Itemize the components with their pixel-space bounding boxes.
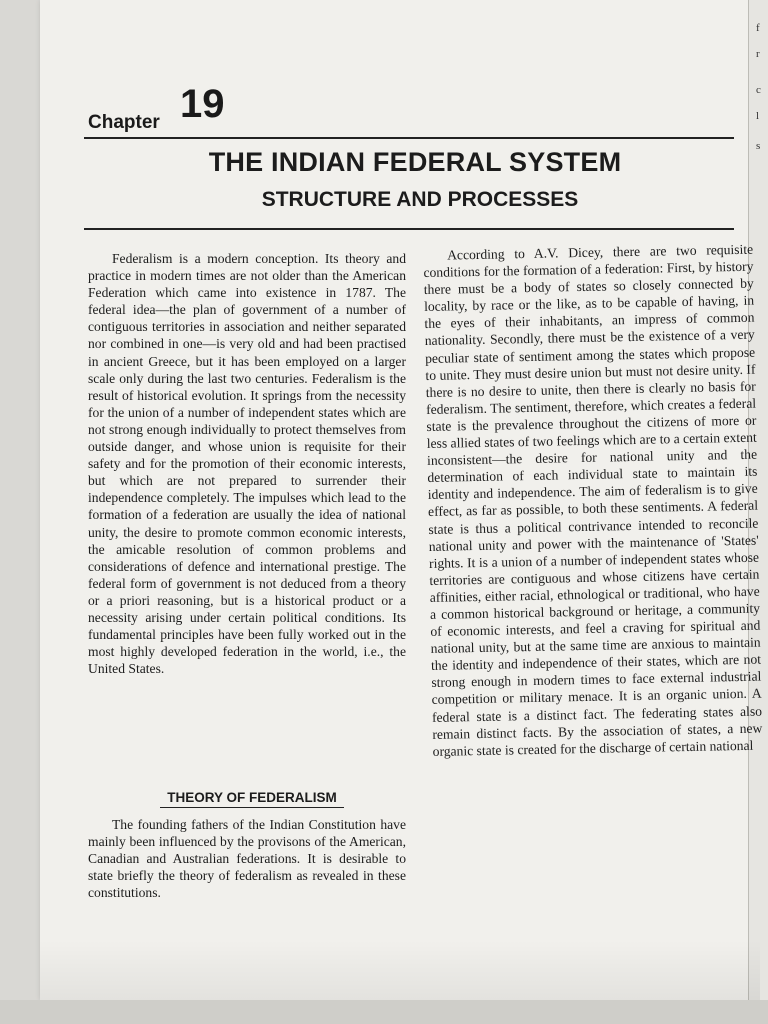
paragraph: According to A.V. Dicey, there are two requisite conditions for the formation of a federation: First, by history there must be a body of states so closely connected by locality, by race or the like, as to be capable of having, in the eyes of their inhabitants, an impress of common nationality. Secondly, there must be the existence of a very peculiar state of sentiment among the states which propose to unite. They must desire union but must not desire unity. If there is no desire to unite, then there is clearly no basis for federalism. The sentiment, therefore, which creates a federal state is the prevalence throughout the citizens of more or less allied states of two feelings which are to a certain extent inconsistent—the desire for national unity and the determination of each individual state to maintain its identity and independence. The aim of federalism is to give effect, as far as possible, to both these sentiments. A federal state is thus a political contrivance intended to reconcile national unity and power with the maintenance of 'States' rights. It is a union of a number of independent states whose territories are contiguous and whose citizens have certain affinities, either racial, ethnological or traditional, who have a common historical background or heritage, a community of economic interests, and feel a craving for spiritual and national unity, but at the same time are anxious to maintain the identity and independence of their states, which are not strong enough in modern times to face external industrial competition or military menace. It is an organic union. A federal state is a distinct fact. The federating states also remain distinct facts. By the association of states, a new organic state is created for the discharge of certain national bbox=[423, 241, 763, 759]
chapter-number: 19 bbox=[180, 82, 225, 126]
paragraph: The founding fathers of the Indian Constitution have mainly been influenced by the provisons of the American, Canadian and Australian federations. It is desirable to state briefly the theory of federalism as revealed in these constitutions. bbox=[88, 817, 406, 901]
edge-letter: s bbox=[756, 140, 761, 152]
chapter-subtitle: STRUCTURE AND PROCESSES bbox=[261, 188, 579, 211]
bottom-rule bbox=[84, 228, 734, 230]
page-shadow bbox=[40, 940, 760, 1000]
paragraph: Federalism is a modern conception. Its theory and practice in modern times are not older than the American Federation which came into existence in 1787. The federal idea—the plan of government of a number of contiguous territories in association and neither separated nor combined in one—is very old and had been practised in ancient Greece, but it has been employed on a larger scale only during the last two centuries. Federalism is the result of historical evolution. It springs from the necessity for the union of a number of independent states which are not strong enough individually to protect themselves from outside danger, and whose union is requisite for their safety and for the promotion of their economic interests, but which are not prepared to surrender their independence completely. The impulses which lead to the formation of a federation are usually the idea of national unity, the desire to promote common economic interests, the amicable resolution of common problems and considerations of defence and international prestige. The federal form of government is not deduced from a theory or a priori reasoning, but is a historical product or a necessity arising under certain political conditions. Its fundamental principles have been fully worked out in the most highly developed federation in the world, i.e., the United States. bbox=[88, 251, 406, 677]
chapter-label: Chapter bbox=[88, 112, 160, 133]
right-column bbox=[423, 241, 763, 760]
background-surface bbox=[0, 1000, 768, 1024]
edge-letter: l bbox=[756, 110, 760, 122]
edge-letter: r bbox=[756, 48, 760, 60]
left-column-lower bbox=[88, 816, 406, 901]
edge-letter: c bbox=[756, 84, 761, 96]
chapter-title: THE INDIAN FEDERAL SYSTEM bbox=[208, 147, 622, 177]
left-column bbox=[88, 250, 406, 677]
top-rule bbox=[84, 137, 734, 139]
section-heading: THEORY OF FEDERALISM bbox=[160, 790, 344, 808]
edge-letter: f bbox=[756, 22, 760, 34]
